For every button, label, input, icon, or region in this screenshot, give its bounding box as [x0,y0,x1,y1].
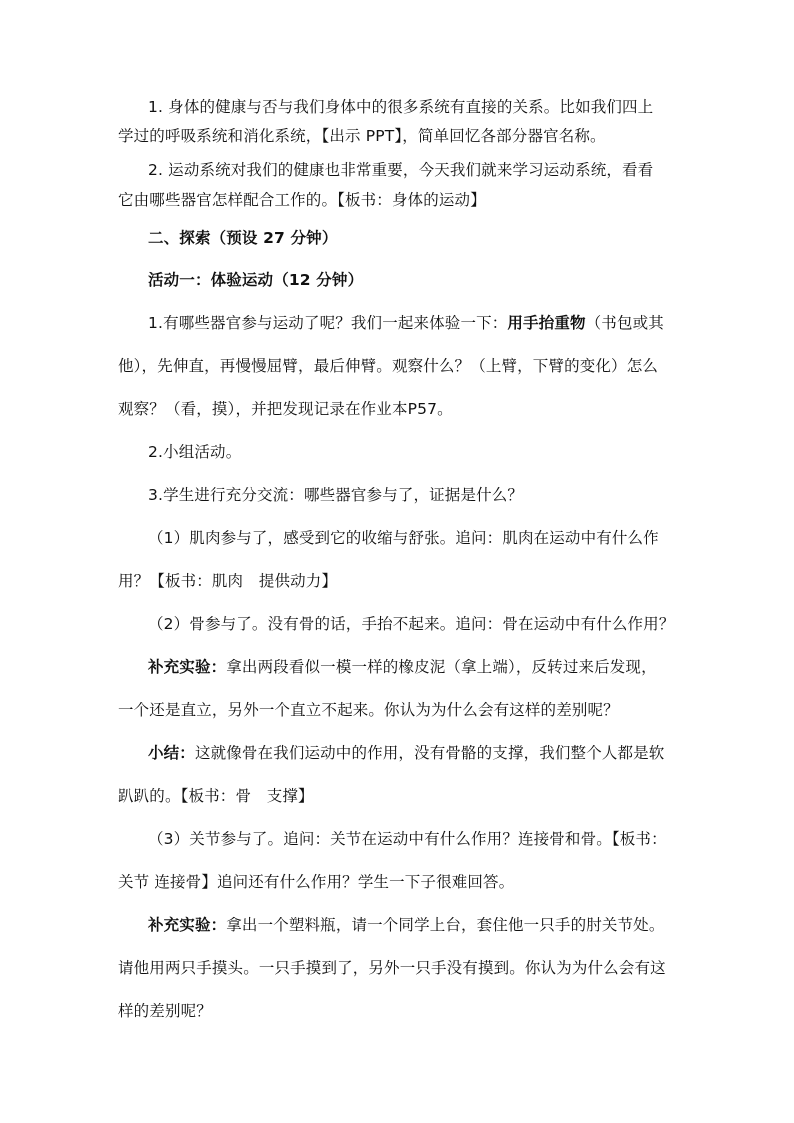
paragraph-line [148,657,698,677]
paragraph-line: 学过的呼吸系统和消化系统，【出示 PPT】，简单回忆各部分器官名称。 [118,127,606,145]
paragraph-line: 观察？（看，摸），并把发现记录在作业本P57。 [118,400,453,418]
paragraph-line: （1）肌肉参与了，感受到它的收缩与舒张。追问：肌肉在运动中有什么作 [148,529,659,547]
bold-label: 补充实验： [148,658,227,676]
paragraph-line [148,313,698,333]
section-heading: 二、探索（预设 27 分钟） [148,229,338,247]
bold-label: 补充实验： [148,916,227,934]
paragraph-line: 它由哪些器官怎样配合工作的。【板书：身体的运动】 [118,191,486,209]
bold-run: 用手抬重物 [507,314,586,332]
paragraph-line: 样的差别呢？ [118,1002,212,1020]
text-run: 1.有哪些器官参与运动了呢？我们一起来体验一下： [148,314,508,332]
paragraph-line: 用？【板书：肌肉 提供动力】 [118,572,338,590]
paragraph-line: 关节 连接骨】追问还有什么作用？学生一下子很难回答。 [118,873,515,891]
activity-heading: 活动一：体验运动（12 分钟） [148,271,364,289]
paragraph-line: （3）关节参与了。追问：关节在运动中有什么作用？连接骨和骨。【板书： [148,830,667,848]
paragraph-line [148,743,698,763]
paragraph-line: （2）骨参与了。没有骨的话，手抬不起来。追问：骨在运动中有什么作用？ [148,615,675,633]
paragraph-line: 趴趴的。【板书：骨 支撑】 [118,787,314,805]
bold-label: 小结： [148,744,195,762]
paragraph-line: 2.小组活动。 [148,443,242,461]
paragraph-line: 请他用两只手摸头。一只手摸到了，另外一只手没有摸到。你认为为什么会有这 [118,959,666,977]
text-run: 这就像骨在我们运动中的作用，没有骨骼的支撑，我们整个人都是软 [194,744,665,762]
text-run: （书包或其 [585,314,664,332]
paragraph-line: 一个还是直立，另外一个直立不起来。你认为为什么会有这样的差别呢？ [118,701,619,719]
paragraph-line: 3.学生进行充分交流：哪些器官参与了，证据是什么？ [148,486,524,504]
paragraph-line [148,915,698,935]
paragraph-line: 1. 身体的健康与否与我们身体中的很多系统有直接的关系。比如我们四上 [148,98,654,116]
paragraph-line: 2. 运动系统对我们的健康也非常重要，今天我们就来学习运动系统，看看 [148,161,654,179]
text-run: 拿出一个塑料瓶，请一个同学上台，套住他一只手的肘关节处。 [226,916,665,934]
paragraph-line: 他），先伸直，再慢慢屈臂，最后伸臂。观察什么？（上臂，下臂的变化）怎么 [118,357,659,375]
text-run: 拿出两段看似一模一样的橡皮泥（拿上端），反转过来后发现， [226,658,657,676]
